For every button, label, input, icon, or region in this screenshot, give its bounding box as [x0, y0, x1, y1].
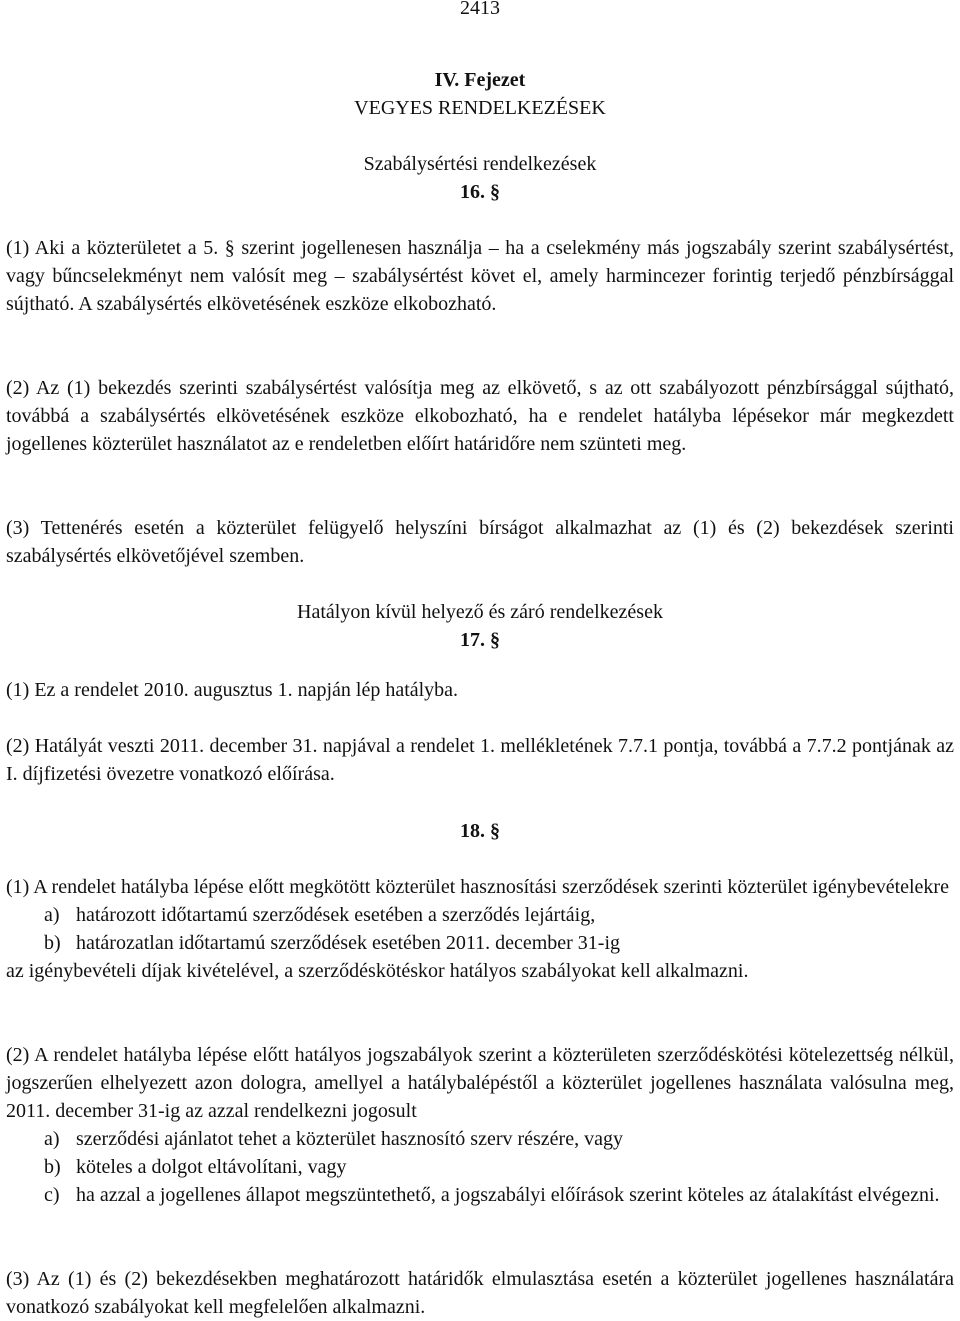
paragraph-16-1: [6, 234, 954, 318]
list-item: [44, 1125, 954, 1153]
list-text: ha azzal a jogellenes állapot megszüntethető, a jogszabályi előírások szerint köteles az átalakítást elvégezni.: [76, 1184, 940, 1206]
list-item: [44, 929, 954, 957]
section-heading-final: Hatályon kívül helyező és záró rendelkezések: [297, 601, 663, 623]
list-item: [44, 901, 954, 929]
list: [6, 1125, 954, 1209]
paragraph-18-1: [6, 873, 954, 985]
paragraph-number-16: 16. §: [460, 181, 500, 203]
paragraph-text: (2) Hatályát veszti 2011. december 31. napjával a rendelet 1. mellékletének 7.7.1 pontja, továbbá a 7.7.2 pontjának az I. díjfizetési övezetre vonatkozó előírása.: [6, 735, 954, 785]
paragraph-16-3: [6, 514, 954, 570]
paragraph-intro: (2) A rendelet hatályba lépése előtt hatályos jogszabályok szerint a közterületen szerződéskötési kötelezettség nélkül, jogszerűen elhelyezett azon dologra, amellyel a hatálybalépéstől a közterület jogellenes használata valósulna meg, 2011. december 31-ig az azzal rendelkezni jogosult: [6, 1044, 954, 1122]
paragraph-16-2: [6, 374, 954, 458]
page-number: 2413: [460, 0, 500, 19]
paragraph-intro: (1) A rendelet hatályba lépése előtt megkötött közterület hasznosítási szerződések szerinti közterület igénybevételekre: [6, 876, 949, 898]
paragraph-number-18: 18. §: [460, 820, 500, 842]
list-text: határozatlan időtartamú szerződések esetében 2011. december 31-ig: [76, 932, 621, 954]
list-text: köteles a dolgot eltávolítani, vagy: [76, 1156, 347, 1178]
section-heading-sanctions: Szabálysértési rendelkezések: [363, 153, 597, 175]
paragraph-text: (3) Az (1) és (2) bekezdésekben meghatározott határidők elmulasztása esetén a közterület jogellenes használatára vonatkozó szabályokat kell megfelelően alkalmazni.: [6, 1268, 954, 1318]
list-item: [44, 1153, 954, 1181]
paragraph-outro: az igénybevételi díjak kivételével, a szerződéskötéskor hatályos szabályokat kell alkalmazni.: [6, 960, 749, 982]
list-label: a): [44, 904, 60, 926]
list-text: szerződési ajánlatot tehet a közterület hasznosító szerv részére, vagy: [76, 1128, 623, 1150]
paragraph-17-1: [6, 676, 954, 704]
paragraph-number-17: 17. §: [460, 629, 500, 651]
list-item: [44, 1181, 954, 1209]
paragraph-text: (3) Tettenérés esetén a közterület felügyelő helyszíni bírságot alkalmazhat az (1) és (2) bekezdések szerinti szabálysértés elkövetőjével szemben.: [6, 517, 954, 567]
chapter-number: IV. Fejezet: [434, 69, 526, 91]
list-label: b): [44, 1156, 61, 1178]
list-label: c): [44, 1184, 60, 1206]
paragraph-18-3: [6, 1265, 954, 1321]
list: [6, 901, 954, 957]
paragraph-text: (2) Az (1) bekezdés szerinti szabálysértést valósítja meg az elkövető, s az ott szabályozott pénzbírsággal sújtható, továbbá a szabálysértés elkövetésének eszköze elkobozható, ha e rendelet hatályba lépésekor már megkezdett jogellenes közterület használatot az e rendeletben előírt határidőre nem szünteti meg.: [6, 377, 954, 455]
paragraph-text: (1) Aki a közterületet a 5. § szerint jogellenesen használja – ha a cselekmény más jogszabály szerint szabálysértést, vagy bűncselekményt nem valósít meg – szabálysértést követ el, amely harmincezer forintig terjedő pénzbírsággal sújtható. A szabálysértés elkövetésének eszköze elkobozható.: [6, 237, 954, 315]
paragraph-text: (1) Ez a rendelet 2010. augusztus 1. napján lép hatályba.: [6, 679, 459, 701]
chapter-title: VEGYES RENDELKEZÉSEK: [354, 97, 606, 119]
paragraph-18-2: [6, 1041, 954, 1209]
list-label: b): [44, 932, 61, 954]
list-label: a): [44, 1128, 60, 1150]
paragraph-17-2: [6, 732, 954, 788]
list-text: határozott időtartamú szerződések esetében a szerződés lejártáig,: [76, 904, 596, 926]
